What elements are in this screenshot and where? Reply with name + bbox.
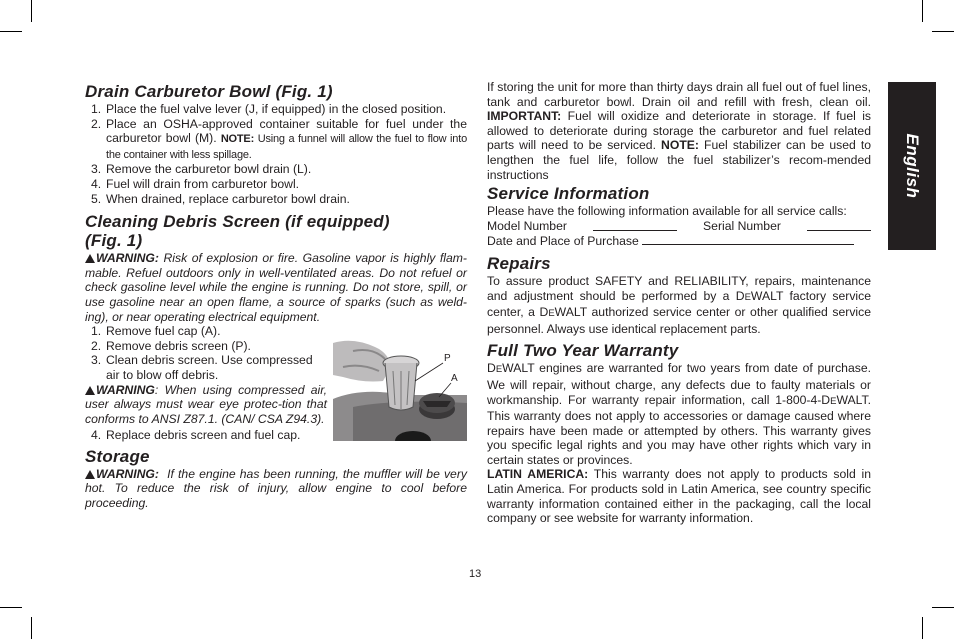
compressed-air-warning: WARNING: When using compressed air, user always must wear eye protec-tion that conforms to ANSI Z87.1. (CAN/ CSA Z94.3). bbox=[85, 382, 327, 426]
language-tab bbox=[888, 82, 936, 250]
serial-number-blank bbox=[807, 219, 871, 231]
debris-screen-figure bbox=[333, 337, 467, 441]
service-heading: Service Information bbox=[487, 184, 650, 204]
list-item: 1. Remove fuel cap (A). bbox=[91, 324, 221, 339]
debris-heading: Cleaning Debris Screen (if equipped) (Fig. 1) bbox=[85, 212, 390, 251]
repairs-paragraph: To assure product SAFETY and RELIABILITY, repairs, maintenance and adjustment should be performed by a DEWALT factory service center, a DEWALT authorized service center or other qualified service personnel. Always use identical replacement parts. bbox=[487, 273, 871, 336]
crop-mark bbox=[0, 607, 22, 608]
model-number-blank bbox=[593, 219, 677, 231]
warning-icon bbox=[85, 386, 95, 395]
drain-steps bbox=[85, 102, 467, 206]
list-item: 3. Remove the carburetor bowl drain (L). bbox=[91, 162, 312, 177]
warranty-paragraph: DEWALT engines are warranted for two years from date of purchase. We will repair, without charge, any defects due to faulty materials or workmanship. For warranty repair information, call 1-800-4-DEWALT. This warranty does not apply to accessories or damage caused where repairs have been made or attempted by others. This warranty gives you specific legal rights and you may have other rights which vary in certain states or provinces. bbox=[487, 361, 871, 467]
date-place-row: Date and Place of Purchase bbox=[487, 233, 871, 249]
page-number: 13 bbox=[469, 568, 482, 580]
latin-america-paragraph: LATIN AMERICA: This warranty does not apply to products sold in Latin America. For products sold in Latin America, see country specific warranty information contained either in the packaging, call the local company or see website for warranty information. bbox=[487, 467, 872, 526]
list-item: 5. When drained, replace carburetor bowl drain. bbox=[91, 191, 350, 206]
crop-mark bbox=[31, 617, 32, 639]
storage-paragraph: If storing the unit for more than thirty days drain all fuel out of fuel lines, tank and carburetor bowl. Drain oil and refill with fresh, clean oil. IMPORTANT: Fuel will oxidize and deteriorate in storage. If fuel is allowed to deteriorate during storage the carburetor and fuel related parts will need to be serviced. NOTE: Fuel stabilizer can be used to lengthen the fuel life, follow the fuel stabilizer’s recom-mended instructions bbox=[487, 80, 871, 182]
fuel-tank-illustration bbox=[333, 337, 467, 441]
debris-steps bbox=[85, 324, 327, 382]
service-intro: Please have the following information available for all service calls: bbox=[487, 204, 847, 219]
language-tab-label: English bbox=[903, 133, 922, 199]
crop-mark bbox=[31, 0, 32, 22]
list-item: 4. Replace debris screen and fuel cap. bbox=[91, 428, 301, 443]
repairs-heading: Repairs bbox=[487, 253, 551, 273]
warranty-heading: Full Two Year Warranty bbox=[487, 341, 679, 361]
crop-mark bbox=[932, 607, 954, 608]
warning-icon bbox=[85, 470, 95, 479]
list-item: 2. Place an OSHA-approved container suitable for fuel under the carburetor bowl (M). NOTE: Using a funnel will allow the fuel to flow into the container with less spillage. bbox=[91, 116, 467, 161]
list-item: 3. Clean debris screen. Use compressed air to blow off debris. bbox=[91, 353, 313, 382]
figure-label-p: P bbox=[444, 353, 451, 364]
left-column bbox=[85, 80, 467, 511]
warning-icon bbox=[85, 254, 95, 263]
list-item: 1. Place the fuel valve lever (J, if equipped) in the closed position. bbox=[91, 102, 447, 116]
debris-warning: WARNING: Risk of explosion or fire. Gasoline vapor is highly flam-mable. Refuel outdoors only in well-ventilated areas. Do not refuel or check gasoline level while the engine is running. Do not store, spill, or use gasoline near an open flame, a source of sparks (such as weld-ing), or near operating electrical equipment. bbox=[85, 251, 467, 324]
crop-mark bbox=[0, 31, 22, 32]
storage-heading: Storage bbox=[85, 446, 150, 466]
debris-steps-block bbox=[85, 324, 327, 426]
crop-mark bbox=[922, 617, 923, 639]
right-column bbox=[487, 80, 871, 526]
list-item: 2. Remove debris screen (P). bbox=[91, 338, 251, 353]
service-fields-row: Model Number Serial Number bbox=[487, 219, 871, 234]
crop-mark bbox=[932, 31, 954, 32]
figure-label-a: A bbox=[451, 373, 458, 384]
date-place-blank bbox=[642, 233, 854, 245]
drain-heading: Drain Carburetor Bowl (Fig. 1) bbox=[85, 82, 333, 101]
storage-warning: WARNING: If the engine has been running, the muffler will be very hot. To reduce the risk of injury, allow engine to cool before proceeding. bbox=[85, 466, 467, 511]
crop-mark bbox=[922, 0, 923, 22]
list-item: 4. Fuel will drain from carburetor bowl. bbox=[91, 176, 300, 191]
